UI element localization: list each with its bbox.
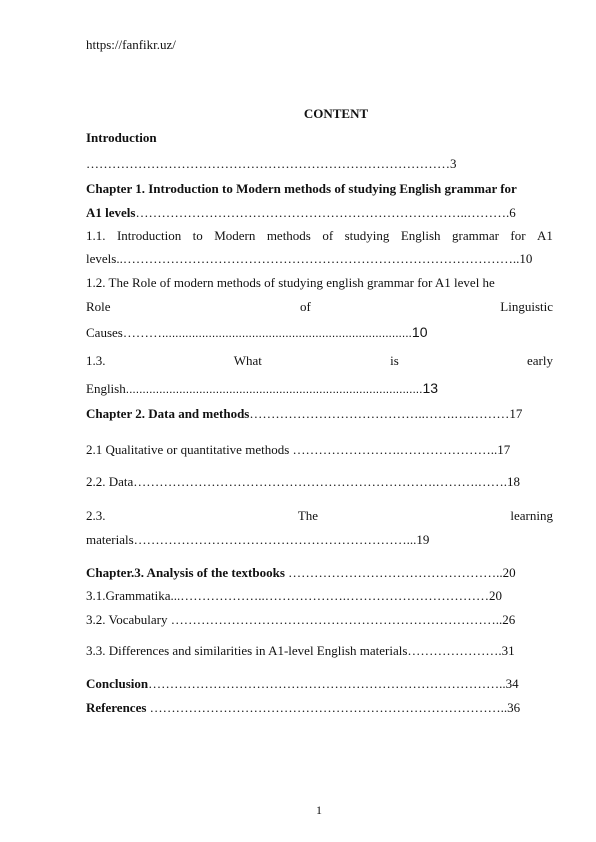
toc-conclusion (86, 676, 519, 692)
page-number: 1 (316, 803, 322, 817)
toc-word: of (300, 299, 311, 314)
toc-word: for (510, 228, 526, 243)
toc-s22: 2.2. Data…………………………………………………………….……….…….18 (86, 474, 521, 489)
toc-ch3-label: Chapter.3. Analysis of the textbooks (86, 565, 285, 580)
toc-s12-line2 (86, 299, 553, 315)
toc-ch2-dots: …………………………………..…….….………17 (249, 406, 523, 421)
toc-ch1-line2 (86, 205, 516, 221)
toc-s11-line2: levels..………………………………………………………………………………..10 (86, 251, 533, 266)
toc-s33: 3.3. Differences and similarities in A1-level English materials………………….31 (86, 643, 515, 658)
toc-word: to (192, 228, 203, 243)
toc-s13-page: 13 (422, 380, 439, 396)
page-title: CONTENT (303, 106, 369, 121)
toc-word: of (322, 228, 334, 243)
toc-references-label: References (86, 700, 147, 715)
toc-s32: 3.2. Vocabulary …………………………………………………………………..26 (86, 612, 516, 627)
toc-word: methods (266, 228, 311, 243)
toc-s13-dots: ......................................................................................... (125, 382, 423, 396)
toc-ch1-dots: …………………………………………………………………..……….6 (135, 205, 516, 220)
toc-s13-line2 (86, 380, 438, 397)
toc-references-dots: ………………………………………………………………………..36 (146, 700, 521, 715)
toc-conclusion-dots: ………………………………………………………………………..34 (148, 676, 519, 691)
toc-ch1-line1: Chapter 1. Introduction to Modern methods of studying English grammar for (86, 181, 517, 196)
toc-ch2-label: Chapter 2. Data and methods (86, 406, 250, 421)
toc-s31: 3.1.Grammatika...………………..……………….……………………………20 (86, 588, 502, 603)
toc-s23-line2: materials………………………………………………………...19 (86, 532, 430, 547)
toc-conclusion-label: Conclusion (86, 676, 149, 691)
toc-ch3-dots: …………………………………………..20 (284, 565, 516, 580)
toc-s21: 2.1 Qualitative or quantitative methods …………………….…………………..17 (86, 442, 511, 457)
toc-word: Modern (214, 228, 256, 243)
toc-word: 1.1. (86, 228, 106, 243)
toc-references (86, 700, 520, 716)
toc-word: A1 (536, 228, 553, 243)
toc-s12-page: 10 (411, 324, 428, 340)
toc-s11-line1 (86, 228, 553, 244)
toc-word: 2.3. (86, 508, 106, 523)
toc-word: English (400, 228, 441, 243)
toc-s12-label: Causes……… (86, 325, 162, 340)
toc-word: early (526, 353, 553, 368)
toc-word: grammar (452, 228, 499, 243)
toc-intro-dots: …………………………………………………………………………3 (86, 156, 457, 171)
toc-word: is (390, 353, 399, 368)
toc-word: studying (344, 228, 390, 243)
header-url: https://fanfikr.uz/ (86, 37, 176, 52)
toc-ch3-line (86, 565, 516, 581)
toc-ch2-line (86, 406, 522, 422)
toc-word: Linguistic (500, 299, 553, 314)
toc-s12-dots: ........................................................................... (161, 326, 412, 340)
toc-s12-line1: 1.2. The Role of modern methods of studying english grammar for A1 level he (86, 275, 495, 290)
toc-word: Introduction (116, 228, 182, 243)
toc-s12-line3 (86, 324, 427, 341)
toc-word: The (297, 508, 319, 523)
toc-word: learning (510, 508, 553, 523)
toc-s13-label: English (86, 381, 126, 396)
toc-word: Role (86, 299, 111, 314)
toc-word: 1.3. (86, 353, 106, 368)
toc-ch1-label: A1 levels (86, 205, 136, 220)
toc-intro-label: Introduction (86, 130, 157, 145)
toc-s13-line1 (86, 353, 553, 369)
toc-word: What (233, 353, 262, 368)
toc-s23-line1 (86, 508, 553, 524)
